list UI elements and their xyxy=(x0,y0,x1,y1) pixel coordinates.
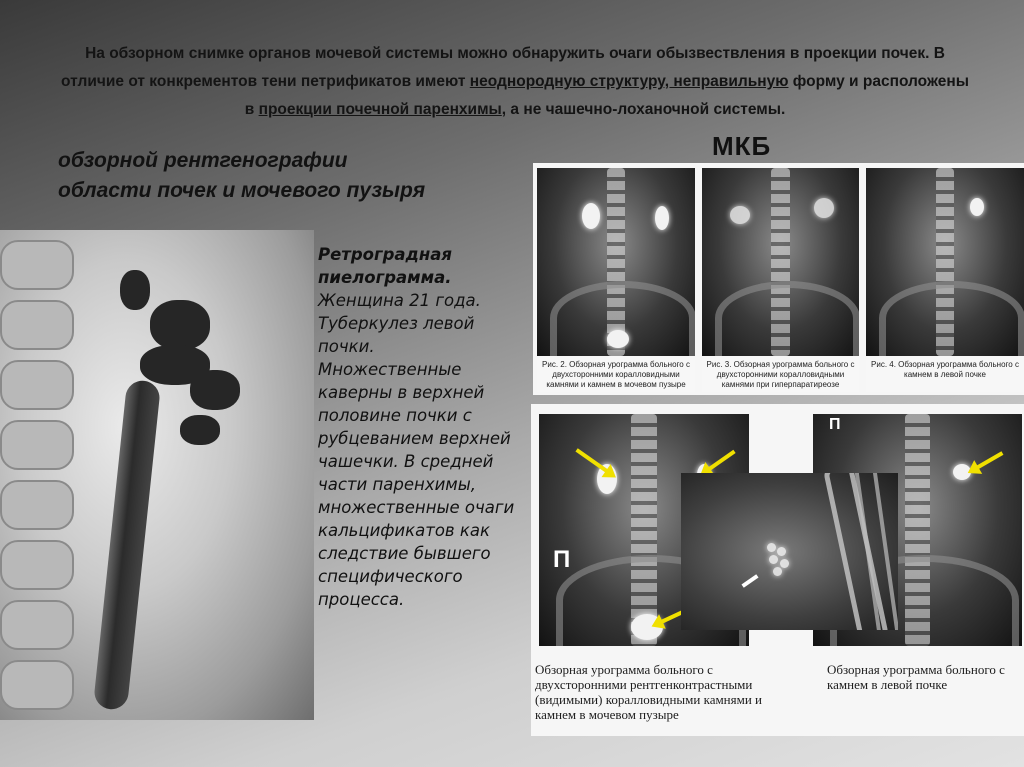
intro-text-2: форму и расположены в xyxy=(244,73,969,118)
kidney-stone xyxy=(814,198,834,218)
kidney-stone xyxy=(655,206,669,230)
bilateral-stones-caption: Обзорная урограмма больного с двухсторонними рентгенконтрастными (видимыми) коралловидными камнями и камнем в мочевом пузыре xyxy=(535,662,763,722)
white-arrow-icon xyxy=(741,574,758,588)
figure-4-caption: Рис. 4. Обзорная урограмма больного с камнем в левой почке xyxy=(866,356,1024,392)
side-marker: П xyxy=(829,416,841,433)
vertebra xyxy=(0,600,74,650)
calcification-focus xyxy=(777,547,786,556)
calcification-focus xyxy=(773,567,782,576)
section-subtitle xyxy=(58,146,508,206)
kidney-stone xyxy=(970,198,984,216)
kidney-stone xyxy=(582,203,600,229)
subtitle-line-1: обзорной рентгенографии xyxy=(58,149,348,172)
pyelogram-title: Ретроградная пиелограмма. xyxy=(318,245,453,287)
left-kidney-stone-caption: Обзорная урограмма больного с камнем в левой почке xyxy=(827,662,1005,692)
calyx-shadow xyxy=(190,370,240,410)
vertebra xyxy=(0,420,74,470)
calcification-focus xyxy=(767,543,776,552)
intro-paragraph xyxy=(60,40,970,124)
inset-stone-xray xyxy=(681,473,898,630)
vertebra xyxy=(0,300,74,350)
figure-4-xray xyxy=(866,168,1024,356)
kidney-stone xyxy=(730,206,750,224)
intro-text-1: На обзорном снимке органов мочевой системы можно обнаружить очаги обызвествления в проекции почек. В отличие от конкрементов тени петрификатов имеют xyxy=(61,45,945,90)
vertebra xyxy=(0,240,74,290)
figure-3-caption: Рис. 3. Обзорная урограмма больного с двухсторонними коралловидными камнями при гиперпаратиреозе xyxy=(702,356,859,392)
intro-underline-2: проекции почечной паренхимы xyxy=(258,101,502,118)
calcification-focus xyxy=(769,555,778,564)
vertebra xyxy=(0,360,74,410)
bladder-stone xyxy=(607,330,629,348)
yellow-arrow-icon xyxy=(704,450,736,474)
calyx-shadow xyxy=(180,415,220,445)
subtitle-line-2: области почек и мочевого пузыря xyxy=(58,179,426,202)
vertebra xyxy=(0,540,74,590)
pyelogram-description xyxy=(318,243,518,611)
retrograde-pyelogram-image xyxy=(0,230,314,720)
yellow-arrow-icon xyxy=(972,451,1003,471)
calyx-shadow xyxy=(150,300,210,350)
figure-2-xray xyxy=(537,168,695,356)
pyelogram-text: Женщина 21 года. Туберкулез левой почки. Множественные каверны в верхней половине почки с рубцеванием верхней чашечки. В средней части паренхимы, множественные очаги кальцификатов как следствие бывшего специфического процесса. xyxy=(318,291,515,609)
vertebra xyxy=(0,660,74,710)
figure-3-xray xyxy=(702,168,859,356)
pelvis xyxy=(879,281,1024,356)
side-marker: П xyxy=(553,546,571,573)
intro-text-3: , а не чашечно-лоханочной системы. xyxy=(501,101,786,118)
intro-underline-1: неоднородную структуру, неправильную xyxy=(469,73,789,90)
calyx-shadow xyxy=(120,270,150,310)
calcification-focus xyxy=(780,559,789,568)
yellow-arrow-icon xyxy=(575,448,612,475)
vertebra xyxy=(0,480,74,530)
figure-2-caption: Рис. 2. Обзорная урограмма больного с двухсторонними коралловидными камнями и камнем в мочевом пузыре xyxy=(537,356,695,392)
pelvis xyxy=(715,281,859,356)
mkb-heading: МКБ xyxy=(712,131,772,161)
ureter-shadow xyxy=(93,379,161,711)
